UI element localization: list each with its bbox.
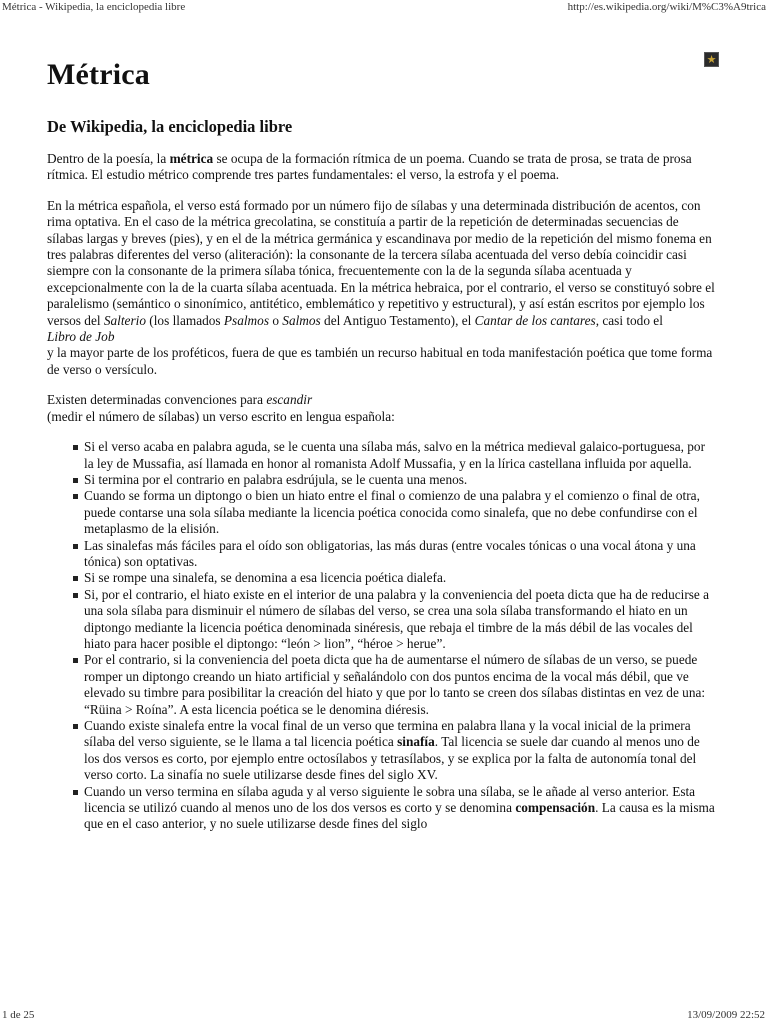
- text: Existen determinadas convenciones para: [47, 392, 267, 408]
- list-item: [84, 718, 715, 784]
- term-sinafia: sinafía: [397, 734, 435, 750]
- print-header-title: Métrica - Wikipedia, la enciclopedia libre: [2, 1, 186, 13]
- paragraph-intro: [47, 151, 715, 184]
- print-header-url: http://es.wikipedia.org/wiki/M%C3%A9trica: [567, 1, 766, 13]
- link-escandir[interactable]: escandir: [266, 392, 313, 408]
- star-icon[interactable]: ★: [704, 52, 719, 67]
- article-body: [47, 151, 715, 833]
- list-item: Si el verso acaba en palabra aguda, se le cuenta una sílaba más, salvo en la métrica medieval galaico-portuguesa, por la ley de Mussafia, así llamada en honor al romanista Adolf Mussafia, y en la lírica castellana influida por aquella.: [84, 439, 715, 472]
- text: Cuando existe sinalefa entre la vocal final de un verso que termina en palabra llana y la vocal inicial de la primera sílaba del verso siguiente, se le llama a tal licencia poética: [84, 718, 691, 750]
- text: o: [269, 312, 283, 328]
- list-item: Las sinalefas más fáciles para el oído son obligatorias, las más duras (entre vocales tónicas o una vocal átona y una tónica) son optativas.: [84, 538, 715, 571]
- list-item: Por el contrario, si la conveniencia del poeta dicta que ha de aumentarse el número de sílabas de un verso, se puede romper un diptongo creando un hiato artificial y señalándolo con dos puntos encima de la vocal más débil, que ve elevado su timbre para posibilitar la creación del hiato y que por lo tanto se creen dos sílabas distintas en vez de una: “Rüina > Roína”. A esta licencia poética se le denomina diéresis.: [84, 652, 715, 718]
- print-footer: [0, 1006, 768, 1024]
- conventions-list: [47, 439, 715, 833]
- list-item: Si se rompe una sinalefa, se denomina a esa licencia poética dialefa.: [84, 570, 715, 586]
- text: y la mayor parte de los proféticos, fuera de que es también un recurso habitual en toda manifestación poética que tome forma de verso o versículo.: [47, 345, 713, 377]
- print-datetime: 13/09/2009 22:52: [687, 1009, 765, 1021]
- link-psalmos[interactable]: Psalmos: [223, 312, 269, 328]
- link-salterio[interactable]: Salterio: [103, 312, 146, 328]
- page-number: 1 de 25: [2, 1009, 35, 1021]
- text: (los llamados: [145, 312, 224, 328]
- text: , casi todo el: [595, 312, 663, 328]
- term-metrica: métrica: [169, 151, 214, 166]
- link-salmos[interactable]: Salmos: [282, 312, 321, 328]
- text: Cuando un verso termina en sílaba aguda y al verso siguiente le sobra una sílaba, se le añade al verso anterior. Esta licencia se utilizó cuando al menos uno de los dos versos es corto y se denomina: [84, 783, 696, 816]
- page-subtitle: De Wikipedia, la enciclopedia libre: [47, 117, 293, 136]
- text: (medir el número de sílabas) un verso escrito en lengua española:: [47, 408, 395, 424]
- list-item: Si termina por el contrario en palabra esdrújula, se le cuenta una menos.: [84, 472, 715, 488]
- list-item: Cuando se forma un diptongo o bien un hiato entre el final o comienzo de una palabra y el comienzo o final de otra, puede contarse una sola sílaba mediante la licencia poética conocida como sinalefa, que no debe confundirse con el metaplasmo de la elisión.: [84, 488, 715, 537]
- paragraph-espanola: [47, 198, 715, 378]
- text: del Antiguo Testamento), el: [320, 312, 475, 328]
- text: . La causa es la misma que en el caso anterior, y no suele utilizarse desde fines del siglo: [84, 800, 715, 832]
- text: se ocupa de la formación rítmica de un poema. Cuando se trata de prosa, se trata de prosa rítmica. El estudio métrico comprende tres partes fundamentales: el verso, la estrofa y el poema.: [47, 151, 692, 183]
- text: Dentro de la poesía, la: [47, 151, 170, 166]
- paragraph-convenciones: [47, 392, 715, 425]
- text: . Tal licencia se suele dar cuando al menos uno de los dos versos es corto, por ejemplo entre octosílabos y tetrasílabos, y se explica por la falta de autonomía tonal del verso corto. La sinafía no suele utilizarse desde fines del siglo XV.: [84, 734, 700, 783]
- link-cantar-de-los-cantares[interactable]: Cantar de los cantares: [474, 312, 596, 328]
- text: En la métrica española, el verso está formado por un número fijo de sílabas y una determinada distribución de acentos, con rima optativa. En el caso de la métrica grecolatina, se constituía a partir de la repetición de determinadas secuencias de sílabas largas y breves (pies), y en el de la métrica germánica y escandinava por medio de la repetición del mismo fonema en tres palabras diferentes del verso (aliteración): la consonante de la tercera sílaba acentuada del verso debía coincidir casi siempre con la consonante de la primera sílaba tónica, frecuentemente con la de la segunda sílaba acentuada y excepcionalmente con la de la cuarta sílaba acentuada. En la métrica hebraica, por el contrario, el verso se constituyó sobre el paralelismo (semántico o sinonímico, antitético, emblemático y repetitivo y estructural), y así están escritos por ejemplo los versos del: [47, 197, 715, 328]
- link-libro-de-job[interactable]: Libro de Job: [47, 329, 115, 345]
- list-item: [84, 784, 715, 833]
- term-compensacion: compensación: [515, 800, 596, 816]
- page-title: Métrica: [47, 58, 150, 91]
- list-item: Si, por el contrario, el hiato existe en el interior de una palabra y la conveniencia del poeta dicta que ha de reducirse a una sola sílaba para disminuir el número de sílabas del verso, se crea una sola sílaba transformando el hiato en un diptongo mediante la licencia poética denominada sinéresis, que rebaja el timbre de la más débil de las vocales del hiato para hacer posible el diptongo: “león > lion”, “héroe > herue”.: [84, 587, 715, 653]
- print-header: [0, 0, 768, 16]
